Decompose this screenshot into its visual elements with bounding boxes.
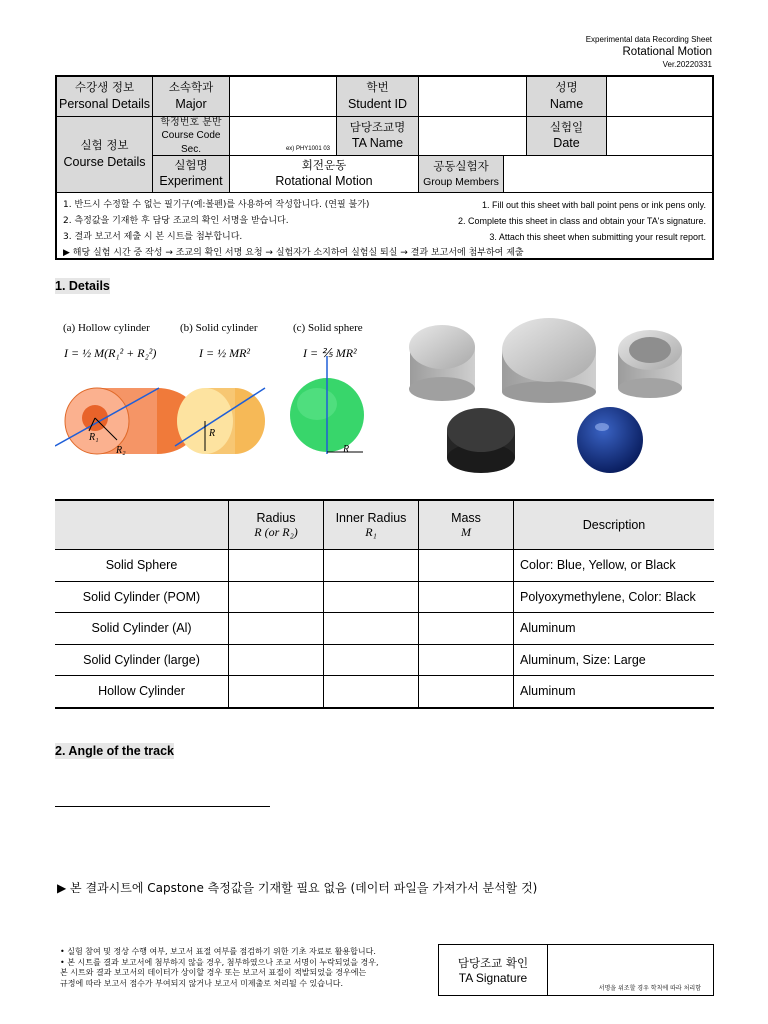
experiment-name <box>230 156 419 193</box>
header-inner-label: Inner Radius <box>335 510 407 525</box>
row-description: Aluminum <box>514 676 715 708</box>
ta-name-label <box>337 117 419 156</box>
ta-signature-label <box>439 945 548 995</box>
ta-kr: 담당조교명 <box>349 119 406 134</box>
code-en: Course Code Sec. <box>161 130 221 155</box>
mass-input[interactable] <box>419 676 514 708</box>
student-id-field[interactable] <box>419 77 527 117</box>
footnote-line: 규정에 따라 보고서 점수가 부여되지 않거나 보고서 미제출로 처리될 수 있습니다. <box>60 978 343 988</box>
header-inner-radius <box>324 500 419 550</box>
header-title: Rotational Motion <box>622 46 712 58</box>
ta-signature-box <box>438 944 714 996</box>
table-header-row <box>55 500 714 550</box>
note-kr: 2. 측정값을 기재한 후 담당 조교의 확인 서명을 받습니다. <box>63 216 289 226</box>
group-members-label <box>419 156 504 193</box>
radius-input[interactable] <box>229 613 324 645</box>
mass-input[interactable] <box>419 550 514 582</box>
ta-en: TA Name <box>351 136 404 151</box>
row-name: Solid Cylinder (POM) <box>55 581 229 613</box>
note-en: 3. Attach this sheet when submitting your result report. <box>489 232 706 242</box>
inner-radius-input[interactable] <box>324 581 419 613</box>
section-angle-title: 2. Angle of the track <box>55 744 175 758</box>
note-row <box>57 197 712 213</box>
personal-en: Personal Details <box>58 96 150 111</box>
mass-input[interactable] <box>419 581 514 613</box>
inner-radius-input[interactable] <box>324 676 419 708</box>
major-field[interactable] <box>230 77 337 117</box>
name-label <box>527 77 607 117</box>
radius-input[interactable] <box>229 644 324 676</box>
row-name: Solid Cylinder (Al) <box>55 613 229 645</box>
details-table <box>55 499 714 709</box>
signature-en: TA Signature <box>458 971 528 985</box>
caption-hollow-cylinder: (a) Hollow cylinder <box>63 322 150 334</box>
header-description-label: Description <box>582 518 646 532</box>
table-row <box>55 676 714 708</box>
row-description: Color: Blue, Yellow, or Black <box>514 550 715 582</box>
table-row <box>55 644 714 676</box>
exp-en: Experiment <box>159 174 223 189</box>
formula-hollow-cylinder: I = ½ M(R₁² + R₂²) <box>64 346 157 360</box>
radius-input[interactable] <box>229 581 324 613</box>
header-object <box>55 500 229 550</box>
student-en: Student ID <box>347 96 408 111</box>
group-members-field[interactable] <box>504 156 712 193</box>
inner-radius-input[interactable] <box>324 644 419 676</box>
note-kr: 1. 반드시 수정할 수 없는 필기구(예:볼펜)를 사용하여 작성합니다. (연필 불가) <box>63 200 370 210</box>
label-r2: R₂ <box>116 445 126 456</box>
name-field[interactable] <box>607 77 712 117</box>
footnote-line: • 본 시트를 결과 보고서에 첨부하지 않을 경우, 첨부하였으나 조교 서명이 누락되었을 경우, <box>60 957 379 967</box>
footnote-line: • 실험 참여 및 정상 수행 여부, 보고서 표절 여부를 점검하기 위한 기초 자료로 활용합니다. <box>60 947 376 956</box>
header-version: Ver.20220331 <box>662 60 712 69</box>
section-details-title: 1. Details <box>55 279 110 293</box>
objects-photo <box>400 310 700 475</box>
exp-name-kr: 회전운동 <box>301 157 347 172</box>
name-en: Name <box>549 96 584 111</box>
pom-black-cylinder-photo <box>447 408 515 473</box>
student-id-label <box>337 77 419 117</box>
caption-solid-cylinder: (b) Solid cylinder <box>180 322 258 334</box>
hollow-cylinder-photo <box>618 330 682 398</box>
radius-input[interactable] <box>229 676 324 708</box>
solid-cylinder-illustration <box>175 388 265 454</box>
date-field[interactable] <box>607 117 712 156</box>
radius-input[interactable] <box>229 550 324 582</box>
major-en: Major <box>175 96 207 111</box>
header-inner-symbol: R₁ <box>365 524 377 539</box>
ta-name-field[interactable] <box>419 117 527 156</box>
note-row <box>57 229 712 245</box>
signature-kr: 담당조교 확인 <box>457 956 529 970</box>
inner-radius-input[interactable] <box>324 550 419 582</box>
inner-radius-input[interactable] <box>324 613 419 645</box>
mass-input[interactable] <box>419 613 514 645</box>
note-kr: 3. 결과 보고서 제출 시 본 시트를 첨부합니다. <box>63 232 243 242</box>
note-flow-text: ▶ 해당 실험 시간 중 작성 → 조교의 확인 서명 요청 → 실험자가 소지하여 실험실 퇴실 → 결과 보고서에 첨부하여 제출 <box>63 248 524 258</box>
exp-kr: 실험명 <box>174 157 208 172</box>
signature-warning: 서명을 위조할 경우 학칙에 따라 처리함 <box>598 985 701 992</box>
table-row <box>55 613 714 645</box>
note-en: 2. Complete this sheet in class and obtain your TA's signature. <box>457 216 706 226</box>
header-description <box>514 500 715 550</box>
formula-solid-cylinder: I = ½ MR² <box>199 346 251 360</box>
course-code-field[interactable] <box>230 117 337 156</box>
date-en: Date <box>553 136 580 151</box>
label-r-sphere: R <box>343 444 350 455</box>
experiment-label <box>153 156 230 193</box>
header-radius-symbol: R (or R₂) <box>254 524 298 539</box>
al-large-cylinder-photo <box>502 318 596 403</box>
major-label <box>153 77 230 117</box>
row-description: Aluminum <box>514 613 715 645</box>
major-kr: 소속학과 <box>168 80 214 95</box>
blue-sphere-photo <box>577 407 643 473</box>
course-en: Course Details <box>63 154 146 169</box>
note-en: 1. Fill out this sheet with ball point pens or ink pens only. <box>482 200 706 210</box>
footnote <box>60 947 430 989</box>
note-flow <box>57 245 712 261</box>
label-r: R <box>209 428 216 439</box>
student-kr: 학번 <box>366 80 389 95</box>
angle-answer-line[interactable] <box>55 806 270 807</box>
instructions <box>57 194 712 261</box>
course-kr: 실험 정보 <box>80 138 129 153</box>
header-radius-label: Radius <box>256 510 296 525</box>
code-kr: 학정번호 분반 <box>160 116 222 128</box>
personal-kr: 수강생 정보 <box>74 80 135 95</box>
row-description: Polyoxymethylene, Color: Black <box>514 581 715 613</box>
note-row <box>57 213 712 229</box>
group-en: Group Members <box>423 175 499 188</box>
al-small-cylinder-photo <box>409 325 475 401</box>
personal-details-label <box>57 77 153 117</box>
formula-solid-sphere: I = ⅖ MR² <box>303 346 357 360</box>
name-kr: 성명 <box>555 80 578 95</box>
date-label <box>527 117 607 156</box>
caption-solid-sphere: (c) Solid sphere <box>293 322 363 334</box>
date-kr: 실험일 <box>549 119 584 134</box>
header-mass <box>419 500 514 550</box>
course-details-label <box>57 117 153 193</box>
group-kr: 공동실험자 <box>433 159 489 174</box>
header-radius <box>229 500 324 550</box>
info-block <box>55 75 714 260</box>
mass-input[interactable] <box>419 644 514 676</box>
course-code-label <box>153 117 230 156</box>
table-row <box>55 550 714 582</box>
course-code-example: ex) PHY1001 03 <box>285 145 330 152</box>
table-row <box>55 581 714 613</box>
row-name: Solid Cylinder (large) <box>55 644 229 676</box>
footnote-line: 본 시트와 결과 보고서의 데이터가 상이할 경우 또는 보고서 표절이 적발되었을 경우에는 <box>60 968 367 977</box>
exp-name-en: Rotational Motion <box>275 174 373 189</box>
header-mass-symbol: M <box>461 524 471 539</box>
moment-of-inertia-figure <box>55 318 375 463</box>
row-description: Aluminum, Size: Large <box>514 644 715 676</box>
label-r1: R₁ <box>89 432 99 443</box>
row-name: Hollow Cylinder <box>55 676 229 708</box>
header-mass-label: Mass <box>451 510 481 525</box>
solid-sphere-illustration <box>290 356 364 454</box>
capstone-note: ▶ 본 결과시트에 Capstone 측정값을 기재할 필요 없음 (데이터 파일을 가져가서 분석할 것) <box>57 881 538 895</box>
header-line1: Experimental data Recording Sheet <box>585 35 712 44</box>
row-name: Solid Sphere <box>55 550 229 582</box>
